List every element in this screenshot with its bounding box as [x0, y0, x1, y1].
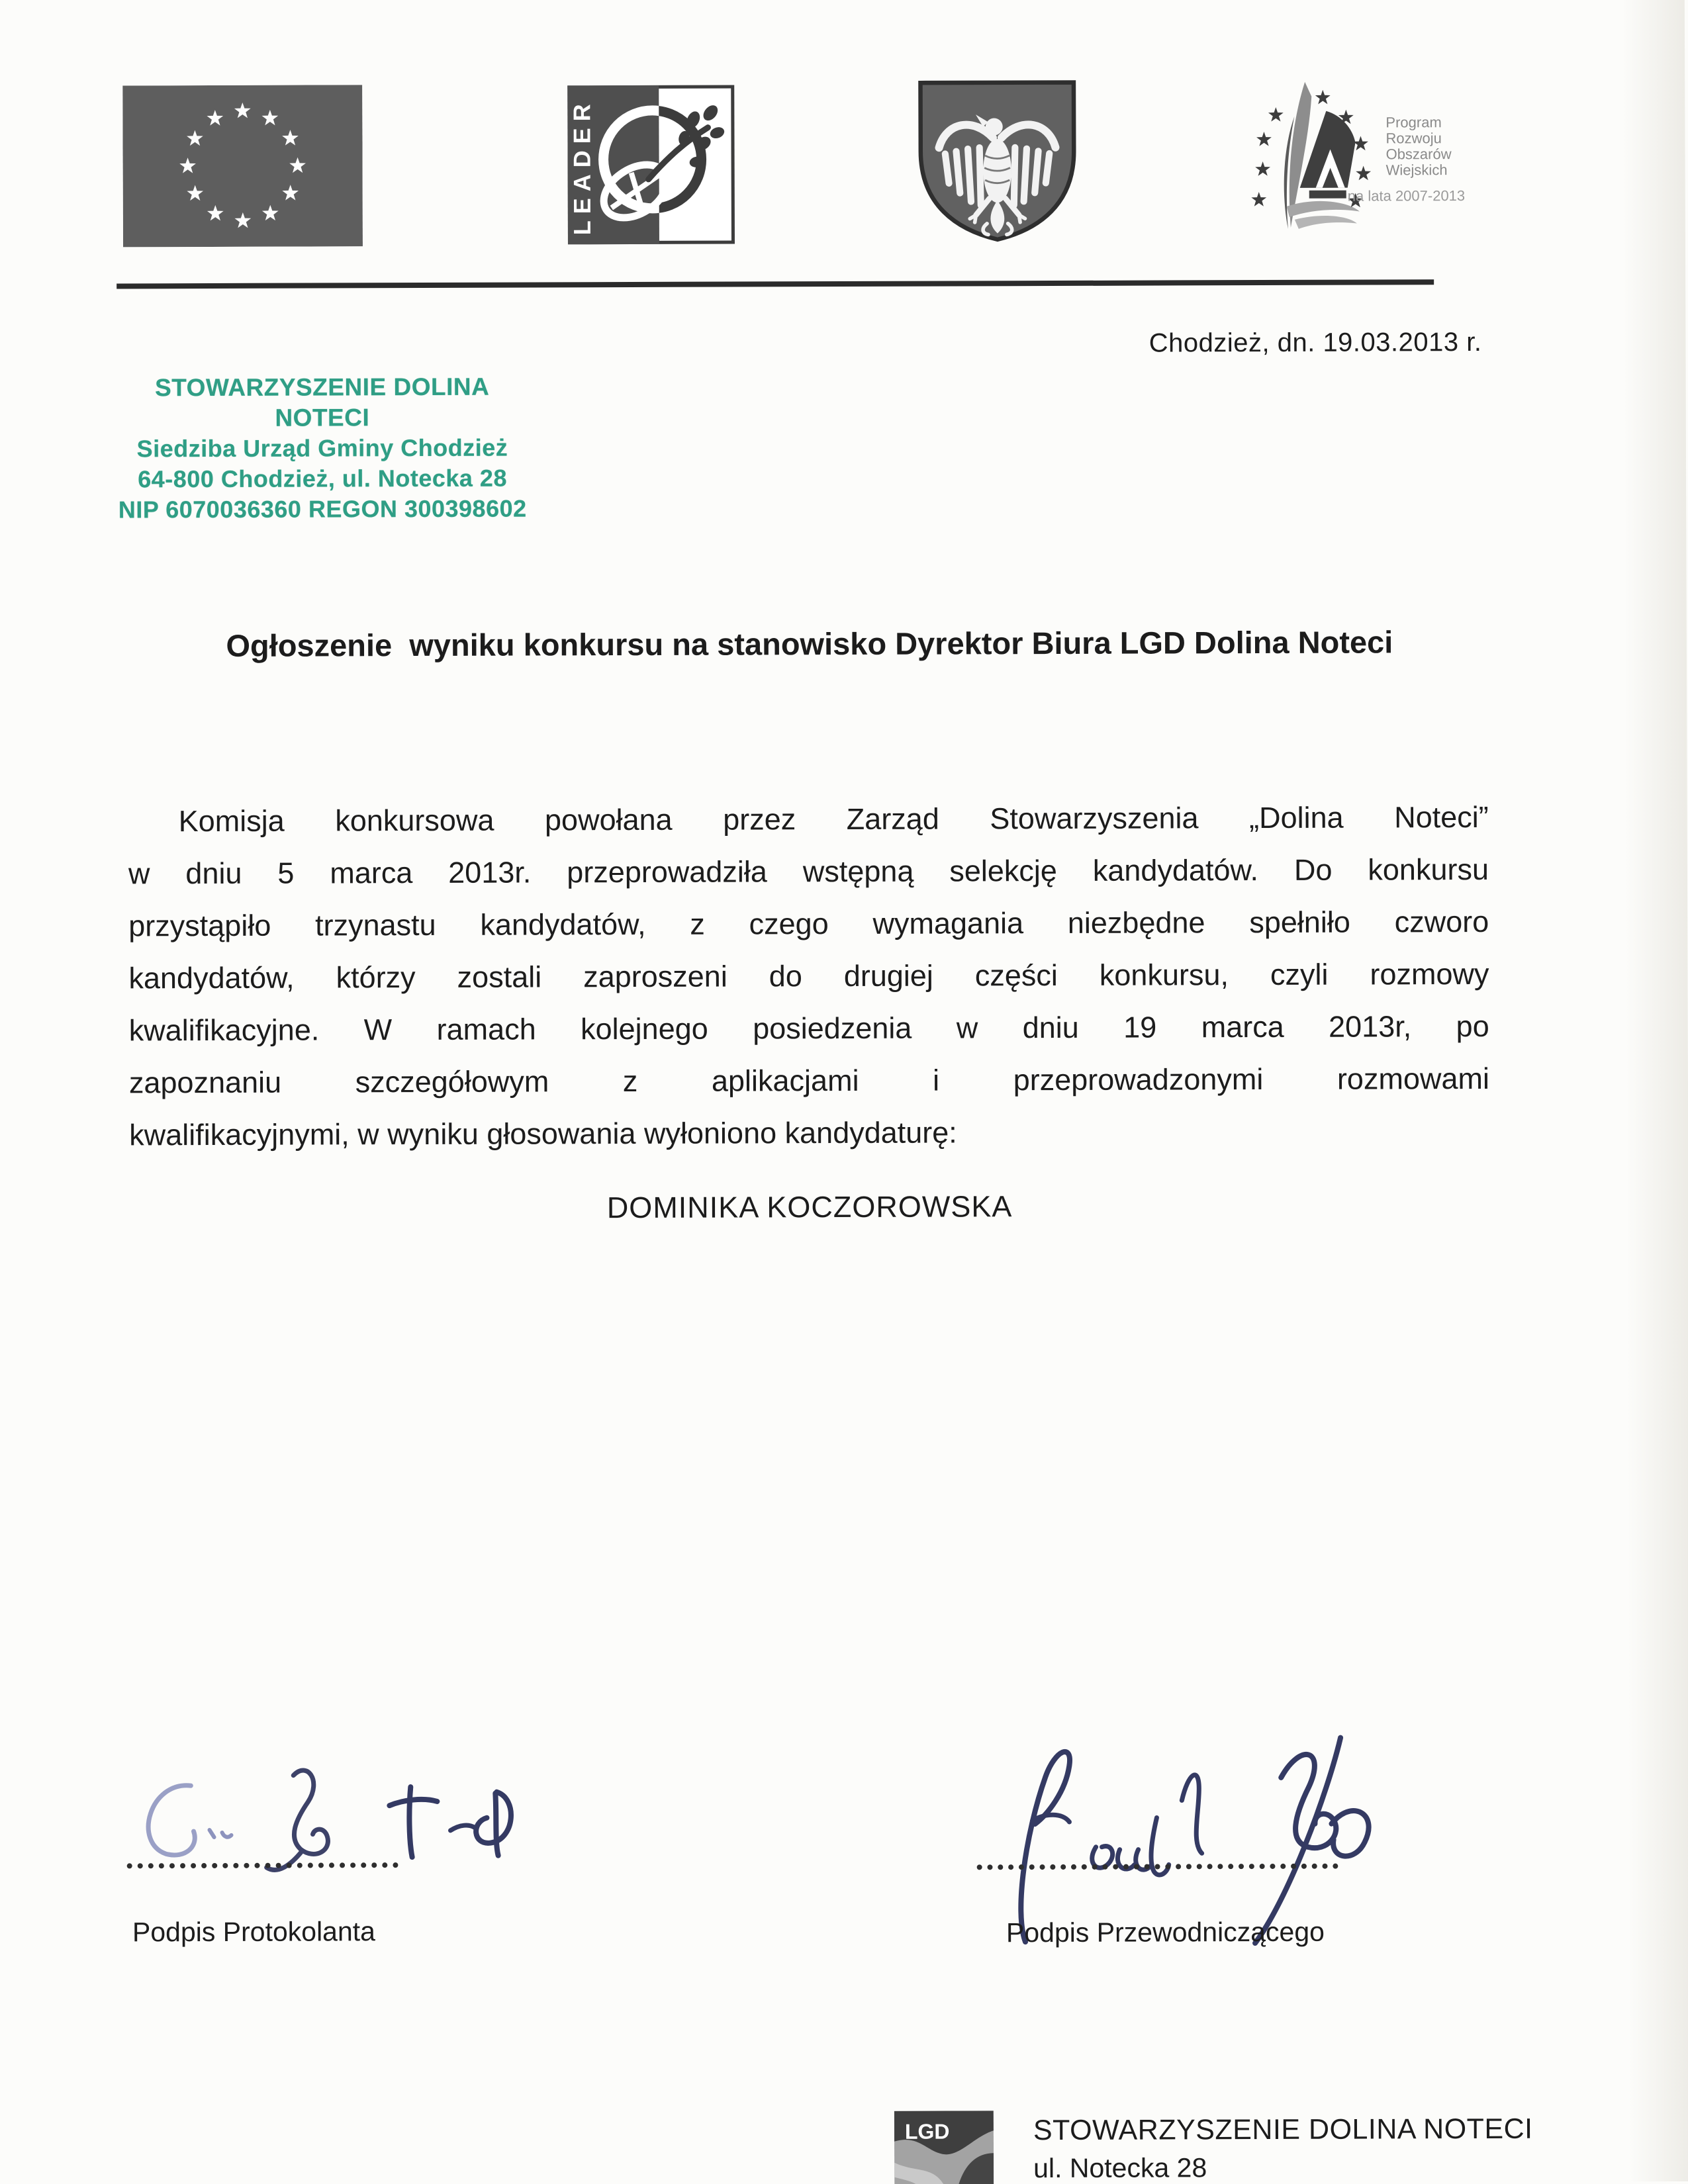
eu-flag-logo: [122, 85, 363, 247]
body-line: kandydatów, którzy zostali zaproszeni do drugiej części konkursu, czyli rozmowy: [128, 956, 1489, 995]
body-line: kwalifikacyjnymi, w wyniku głosowania wyłoniono kandydaturę:: [129, 1115, 957, 1152]
signature-left: [124, 1748, 536, 1908]
organization-stamp: [111, 371, 535, 525]
signature-label-right: Podpis Przewodniczącego: [1006, 1916, 1325, 1948]
svg-text:LEADER: LEADER: [568, 97, 596, 236]
prow-caption-line: Obszarów: [1385, 146, 1452, 163]
scan-edge-shadow: [1622, 0, 1688, 2181]
stamp-line: NIP 6070036360 REGON 300398602: [118, 494, 527, 523]
signature-line-left: [127, 1862, 399, 1868]
prow-caption-line: Program: [1385, 114, 1442, 131]
body-line: przystąpiło trzynastu kandydatów, z czego wymagania niezbędne spełniło czworo: [128, 904, 1489, 943]
wielkopolska-coat-of-arms: [914, 79, 1081, 245]
signature-label-left: Podpis Protokolanta: [132, 1916, 376, 1948]
body-paragraph: [128, 791, 1490, 1161]
body-line: w dniu 5 marca 2013r. przeprowadziła wstępną selekcję kandydatów. Do konkursu: [128, 852, 1489, 891]
stamp-line: STOWARZYSZENIE DOLINA NOTECI: [154, 373, 490, 432]
body-line: zapoznaniu szczegółowym z aplikacjami i przeprowadzonymi rozmowami: [128, 1061, 1490, 1100]
document-title: Ogłoszenie wyniku konkursu na stanowisko Dyrektor Biura LGD Dolina Noteci: [226, 624, 1393, 663]
prow-logo-mark: [1248, 76, 1381, 232]
header-divider: [117, 279, 1434, 289]
footer-address: ul. Notecka 28: [1033, 2152, 1207, 2184]
prow-logo-caption: [1385, 114, 1451, 178]
lgd-logo-text: LGD: [904, 2119, 950, 2144]
candidate-name: DOMINIKA KOCZOROWSKA: [606, 1189, 1013, 1225]
leader-logo: [567, 85, 735, 245]
stamp-line: 64-800 Chodzież, ul. Notecka 28: [138, 464, 507, 493]
footer-organization-name: STOWARZYSZENIE DOLINA NOTECI: [1033, 2113, 1533, 2147]
signature-line-right: [977, 1864, 1338, 1870]
stamp-line: Siedziba Urząd Gminy Chodzież: [136, 433, 508, 463]
date-line: Chodzież, dn. 19.03.2013 r.: [1149, 327, 1482, 358]
body-line: kwalifikacyjne. W ramach kolejnego posiedzenia w dniu 19 marca 2013r, po: [128, 1009, 1489, 1048]
prow-caption-line: Rozwoju: [1385, 130, 1442, 147]
lgd-logo: [894, 2111, 994, 2184]
prow-logo: [1248, 76, 1467, 232]
body-line: Komisja konkursowa powołana przez Zarząd Stowarzyszenia „Dolina Noteci”: [178, 799, 1489, 839]
prow-years: na lata 2007-2013: [1347, 187, 1466, 205]
prow-caption-line: Wiejskich: [1385, 161, 1448, 179]
